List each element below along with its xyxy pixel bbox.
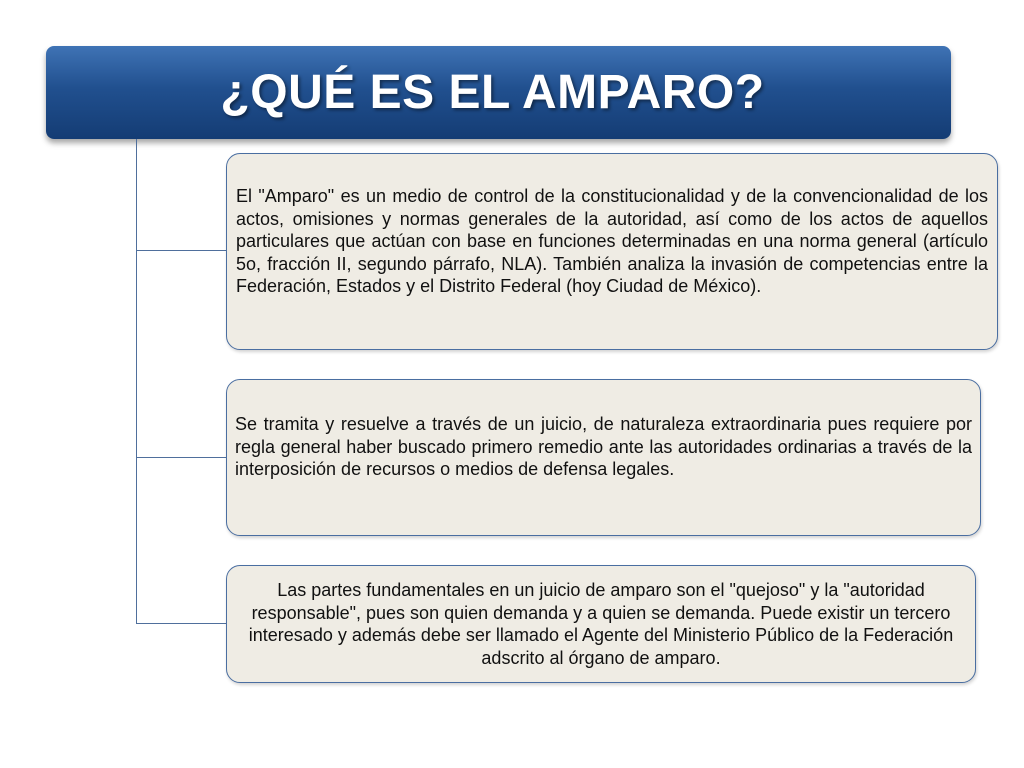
connector-branch-2 xyxy=(136,457,226,458)
parties-box xyxy=(226,565,976,683)
slide-title: ¿QUÉ ES EL AMPARO? xyxy=(220,66,765,119)
parties-text: Las partes fundamentales en un juicio de amparo son el "quejoso" y la "autoridad responsable", pues son quien demanda y a quien se demanda. Puede existir un tercero interesado y además debe ser llamado el Agente del Ministerio Público de la Federación adscrito al órgano de amparo. xyxy=(248,580,954,668)
definition-text: El "Amparo" es un medio de control de la constitucionalidad y de la convencionalidad de los actos, omisiones y normas generales de la autoridad, así como de los actos de aquellos particulares que actúan con base en funciones determinadas en una norma general (artículo 5o, fracción II, segundo párrafo, NLA). También analiza la invasión de competencias entre la Federación, Estados y el Distrito Federal (hoy Ciudad de México). xyxy=(236,186,988,296)
connector-branch-1 xyxy=(136,250,226,251)
title-banner xyxy=(46,46,951,139)
procedure-box xyxy=(226,379,981,536)
connector-trunk xyxy=(136,139,137,623)
connector-branch-3 xyxy=(136,623,226,624)
definition-box xyxy=(226,153,998,350)
procedure-text: Se tramita y resuelve a través de un juicio, de naturaleza extraordinaria pues requiere por regla general haber buscado primero remedio ante las autoridades ordinarias a través de la interposición de recursos o medios de defensa legales. xyxy=(235,414,972,479)
